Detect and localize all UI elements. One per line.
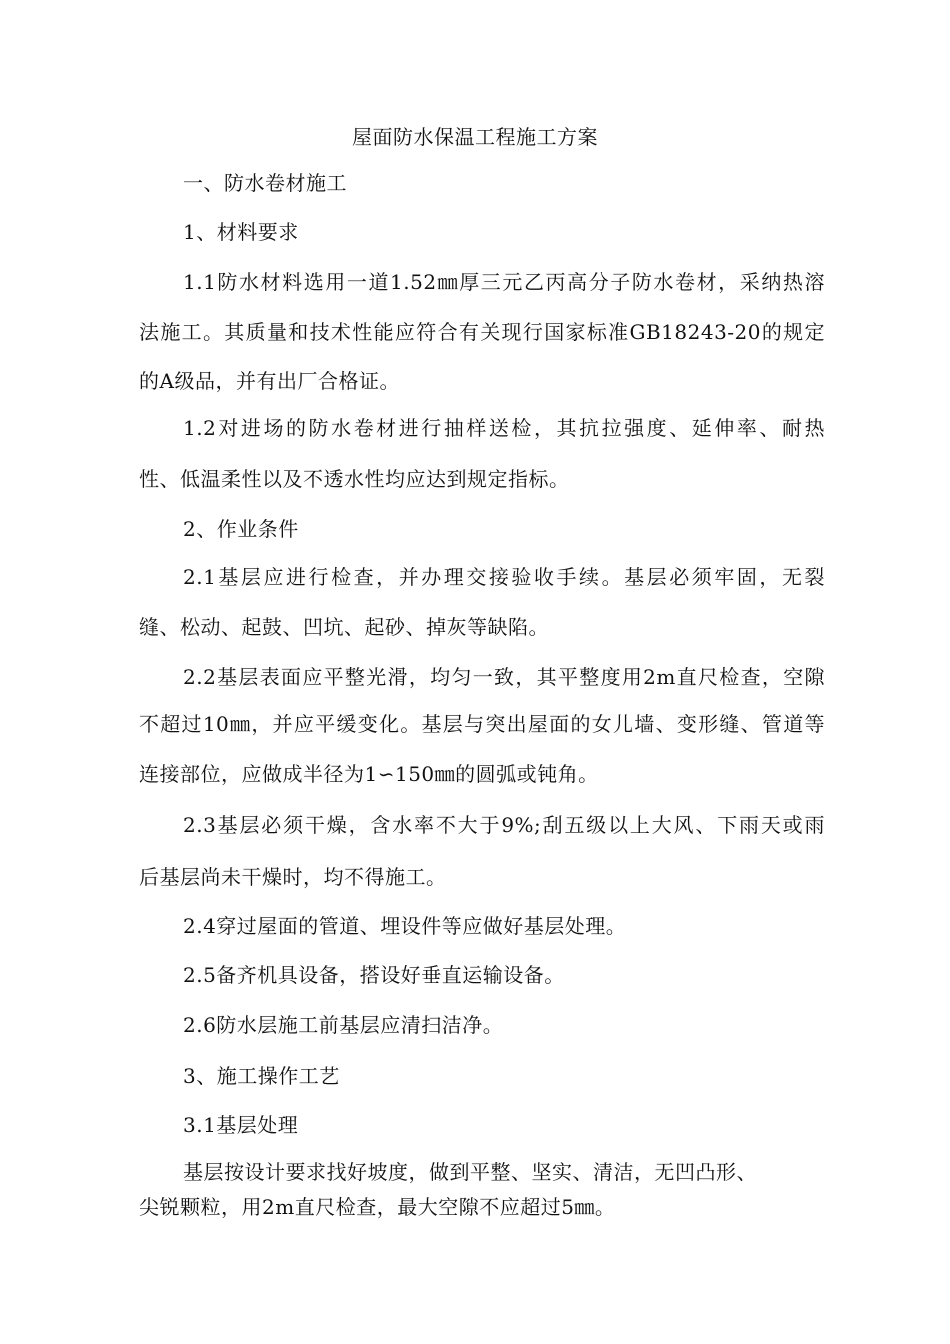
- paragraph-line: 2.6防水层施工前基层应清扫洁净。: [183, 1013, 504, 1037]
- paragraph-line: 2.1基层应进行检查，并办理交接验收手续。基层必须牢固，无裂: [183, 565, 825, 589]
- paragraph-line: 尖锐颗粒，用2m直尺检查，最大空隙不应超过5㎜。: [139, 1195, 616, 1219]
- page-title: 屋面防水保温工程施工方案: [352, 125, 598, 149]
- subsection-heading: 3.1基层处理: [183, 1113, 299, 1137]
- paragraph-line: 1.1防水材料选用一道1.52㎜厚三元乙丙高分子防水卷材，采纳热溶: [183, 270, 825, 294]
- paragraph-line: 2.5备齐机具设备，搭设好垂直运输设备。: [183, 963, 565, 987]
- subsection-heading: 1、材料要求: [183, 220, 299, 244]
- paragraph-line: 2.3基层必须干燥，含水率不大于9%;刮五级以上大风、下雨天或雨: [183, 813, 825, 837]
- paragraph-line: 后基层尚未干燥时，均不得施工。: [139, 865, 447, 889]
- subsection-heading: 3、施工操作工艺: [183, 1064, 340, 1088]
- paragraph-line: 1.2对进场的防水卷材进行抽样送检，其抗拉强度、延伸率、耐热: [183, 416, 825, 440]
- paragraph-line: 基层按设计要求找好坡度，做到平整、坚实、清洁，无凹凸形、: [183, 1160, 757, 1184]
- paragraph-line: 性、低温柔性以及不透水性均应达到规定指标。: [139, 467, 570, 491]
- paragraph-line: 2.2基层表面应平整光滑，均匀一致，其平整度用2m直尺检查，空隙: [183, 665, 825, 689]
- paragraph-line: 不超过10㎜，并应平缓变化。基层与突出屋面的女儿墙、变形缝、管道等: [139, 712, 825, 736]
- paragraph-line: 2.4穿过屋面的管道、埋设件等应做好基层处理。: [183, 914, 627, 938]
- paragraph-line: 缝、松动、起鼓、凹坑、起砂、掉灰等缺陷。: [139, 615, 549, 639]
- subsection-heading: 2、作业条件: [183, 517, 299, 541]
- paragraph-line: 法施工。其质量和技术性能应符合有关现行国家标准GB18243-20的规定: [139, 320, 825, 344]
- paragraph-line: 连接部位，应做成半径为1∽150㎜的圆弧或钝角。: [139, 762, 599, 786]
- paragraph-line: 的A级品，并有出厂合格证。: [139, 369, 400, 393]
- section-heading: 一、防水卷材施工: [183, 171, 347, 195]
